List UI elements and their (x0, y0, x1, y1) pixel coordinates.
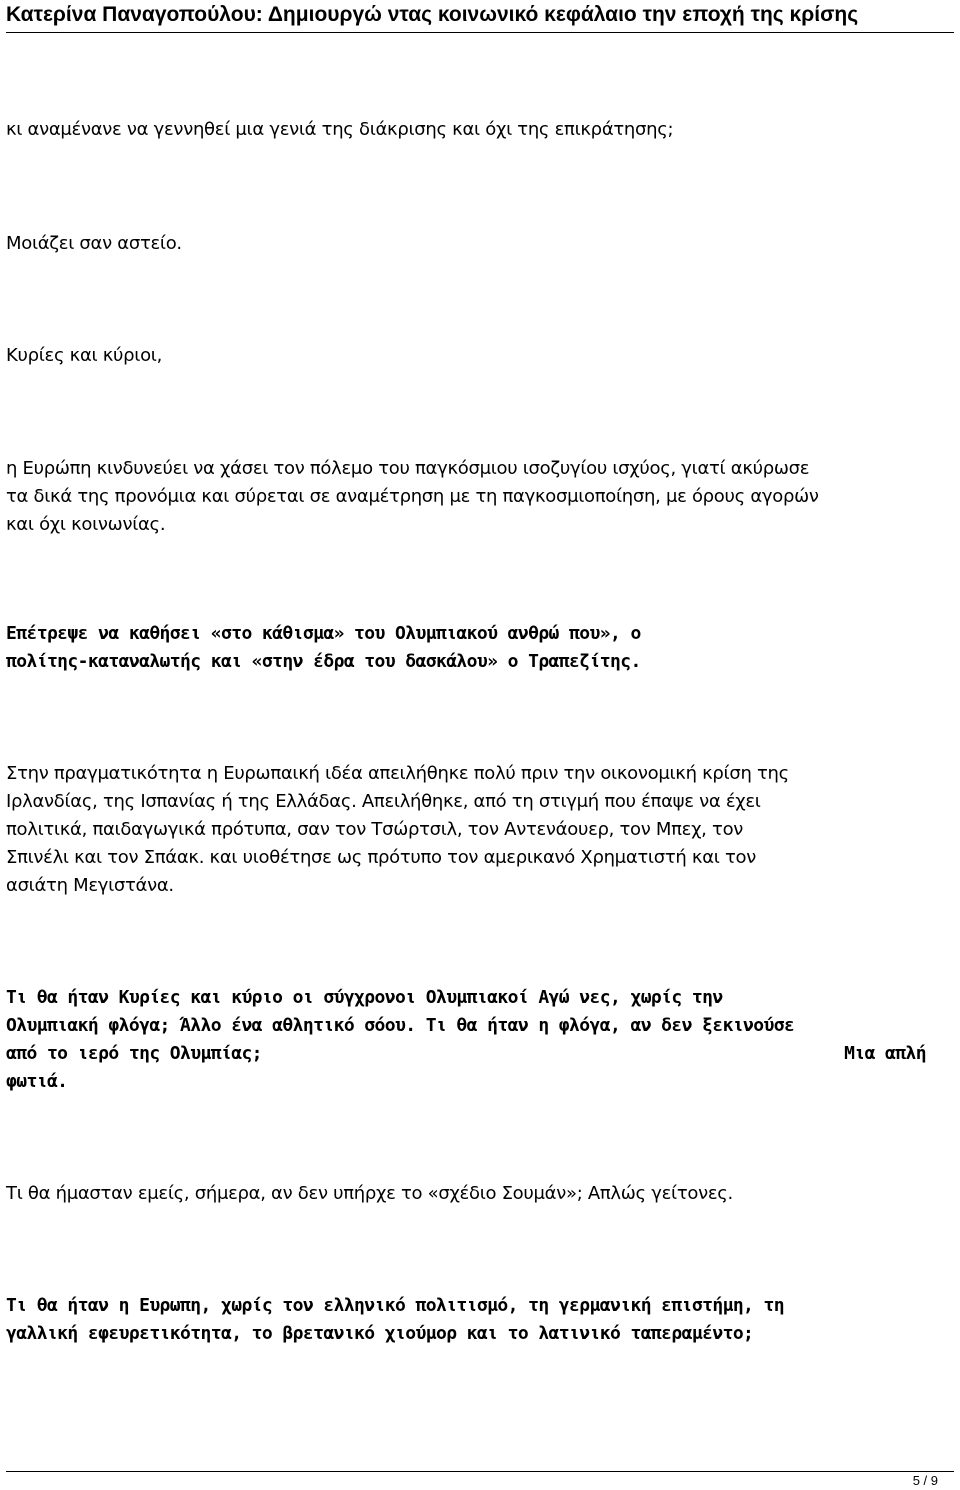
paragraph-7 (6, 984, 936, 1096)
paragraph-9-line-1: Τι θα ήταν η Ευρωπη, χωρίς τον ελληνικό πολιτισμό, τη γερμανική επιστήμη, τη (6, 1295, 785, 1316)
paragraph-7-line-3-start: από το ιερό της Ολυμπίας; (6, 1043, 262, 1064)
paragraph-4-line-3: και όχι κοινωνίας. (6, 514, 166, 535)
paragraph-6-line-1: Στην πραγματικότητα η Ευρωπαική ιδέα απειλήθηκε πολύ πριν την οικονομική κρίση της (6, 763, 789, 784)
page-number: 5 / 9 (912, 1473, 938, 1488)
paragraph-9-line-2: γαλλική εφευρετικότητα, το βρετανικό χιούμορ και το λατινικό ταπεραμέντο; (6, 1323, 754, 1344)
paragraph-5-line-1: Επέτρεψε να καθήσει «στο κάθισμα» του Ολυμπιακού ανθρώ που», ο (6, 623, 641, 644)
paragraph-5-line-2: πολίτης-καταναλωτής και «στην έδρα του δασκάλου» ο Τραπεζίτης. (6, 651, 641, 672)
paragraph-6-line-2: Ιρλανδίας, της Ισπανίας ή της Ελλάδας. Απειλήθηκε, από τη στιγμή που έπαψε να έχει (6, 791, 761, 812)
paragraph-6-line-4: Σπινέλι και τον Σπάακ. και υιοθέτησε ως πρότυπο τον αμερικανό Χρηματιστή και τον (6, 847, 756, 868)
footer-divider (6, 1471, 954, 1472)
paragraph-6-line-5: ασιάτη Μεγιστάνα. (6, 875, 174, 896)
paragraph-4-line-1: η Ευρώπη κινδυνεύει να χάσει τον πόλεμο του παγκόσμιου ισοζυγίου ισχύος, γιατί ακύρωσε (6, 458, 810, 479)
document-header-title: Κατερίνα Παναγοπούλου: Δημιουργώ ντας κοινωνικό κεφάλαιο την εποχή της κρίσης (6, 3, 859, 26)
paragraph-4-line-2: τα δικά της προνόμια και σύρεται σε αναμέτρηση με τη παγκοσμιοποίηση, με όρους αγορών (6, 486, 819, 507)
paragraph-8: Τι θα ήμασταν εμείς, σήμερα, αν δεν υπήρχε το «σχέδιο Σουμάν»; Απλώς γείτονες. (6, 1183, 733, 1204)
paragraph-9 (6, 1292, 936, 1348)
paragraph-5 (6, 620, 936, 676)
paragraph-6 (6, 760, 936, 900)
paragraph-1: κι αναμένανε να γεννηθεί μια γενιά της διάκρισης και όχι της επικράτησης; (6, 119, 674, 140)
paragraph-7-line-2: Ολυμπιακή φλόγα; Άλλο ένα αθλητικό σόου. Τι θα ήταν η φλόγα, αν δεν ξεκινούσε (6, 1015, 795, 1036)
paragraph-2: Μοιάζει σαν αστείο. (6, 233, 182, 254)
paragraph-7-line-1: Τι θα ήταν Κυρίες και κύριο οι σύγχρονοι Ολυμπιακοί Αγώ νες, χωρίς την (6, 987, 723, 1008)
paragraph-7-line-3-end: Μια απλή (844, 1043, 926, 1064)
paragraph-3: Κυρίες και κύριοι, (6, 345, 163, 366)
paragraph-7-line-3 (6, 1040, 926, 1068)
header-divider (6, 32, 954, 33)
paragraph-4 (6, 455, 936, 539)
paragraph-7-line-4: φωτιά. (6, 1071, 68, 1092)
paragraph-6-line-3: πολιτικά, παιδαγωγικά πρότυπα, σαν τον Τσώρτσιλ, τον Αντενάουερ, τον Μπεχ, τον (6, 819, 744, 840)
